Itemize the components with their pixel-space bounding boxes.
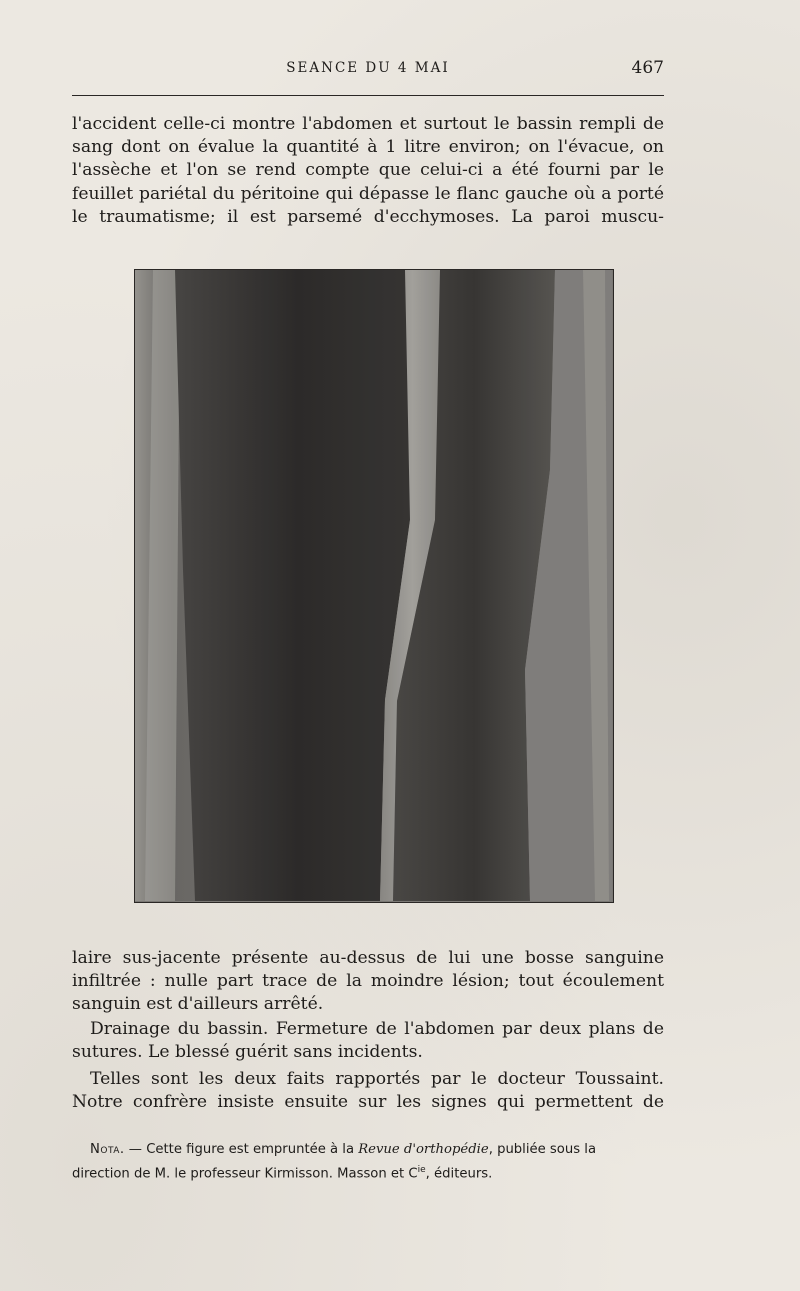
note-text: Cette figure est empruntée à la [146,1142,359,1157]
page-header [72,58,664,82]
note-text: , publiée sous la [488,1142,597,1157]
running-head: SEANCE DU 4 MAI [286,60,450,76]
paragraph-bottom [72,947,664,1017]
note-dash: — [124,1142,147,1157]
text-line: laire sus-jacente présente au-dessus de lui une bosse sanguine [72,948,664,968]
text-line: sutures. Le blessé guérit sans incidents. [72,1042,423,1063]
note-text: , éditeurs. [425,1166,493,1182]
radiograph-image [135,270,612,901]
note-text: direction de M. le professeur Kirmisson. Masson et C [72,1166,418,1182]
paragraph-top [72,113,664,229]
text-line: l'accident celle-ci montre l'abdomen et surtout le bassin rempli de [72,114,664,134]
text-line: Telles sont les deux faits rapportés par le docteur Toussaint. [90,1069,664,1089]
radiograph-figure [134,269,614,903]
page-number: 467 [631,58,664,78]
journal-title: Revue d'orthopédie [358,1142,489,1157]
note-label: Nota. [90,1142,125,1157]
text-line: infiltrée : nulle part trace de la moindre lésion; tout écoulement [72,971,664,992]
header-rule [72,95,664,96]
note-superscript: ie [417,1165,426,1175]
text-line: sang dont on évalue la quantité à 1 litre environ; on l'évacue, on [72,137,664,158]
footnote-line [72,1140,664,1160]
text-line: Drainage du bassin. Fermeture de l'abdomen par deux plans de [90,1019,664,1039]
footnote-line [72,1160,664,1184]
text-line: sanguin est d'ailleurs arrêté. [72,994,324,1015]
text-line: l'assèche et l'on se rend compte que celui-ci a été fourni par le [72,160,664,181]
text-line: le traumatisme; il est parsemé d'ecchymoses. La paroi muscu- [72,206,664,227]
footnote [72,1140,664,1184]
paragraph-telles [72,1068,664,1114]
text-line: Notre confrère insiste ensuite sur les signes qui permettent de [72,1092,664,1113]
text-line: feuillet pariétal du péritoine qui dépasse le flanc gauche où a porté [72,183,664,204]
paragraph-drainage [72,1018,664,1064]
